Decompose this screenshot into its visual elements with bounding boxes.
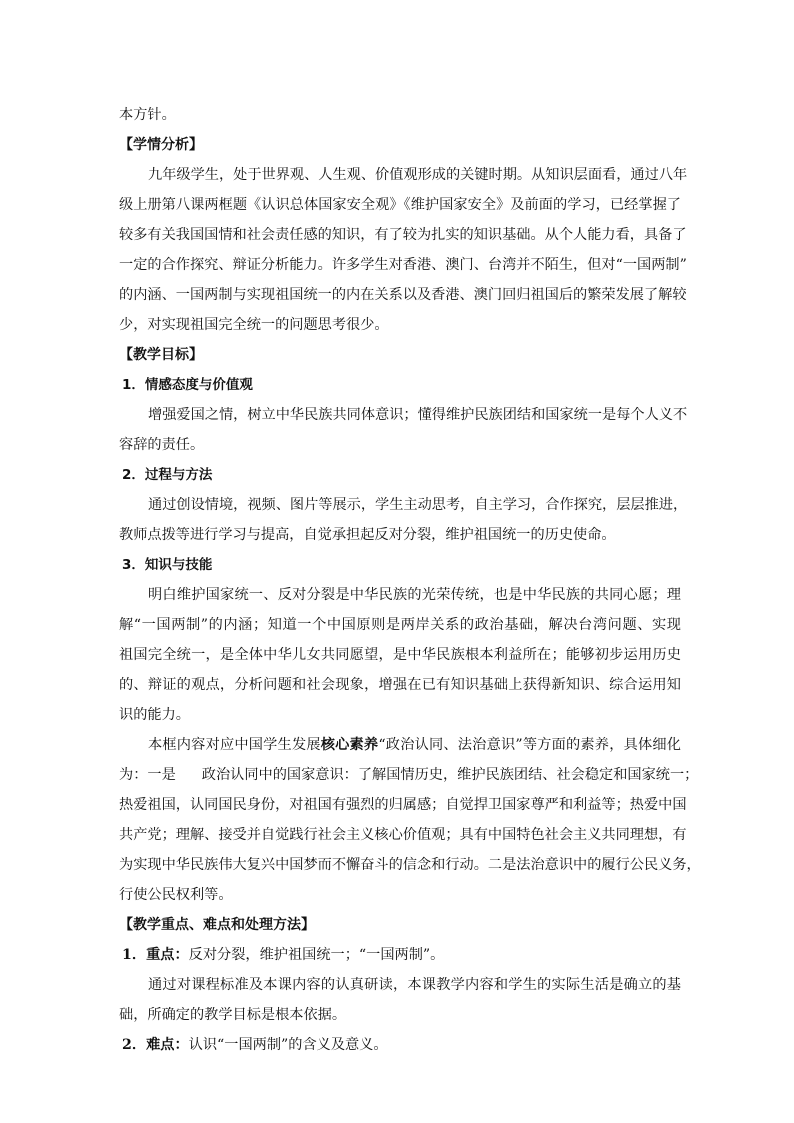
paragraph-line: 较多有关我国国情和社会责任感的知识，有了较为扎实的知识基础。从个人能力看，具备了 [119, 227, 687, 243]
paragraph-line: 行使公民权利等。 [119, 887, 233, 903]
intro-tail-text: 本方针。 [119, 107, 176, 123]
core-literacy-term: 核心素养 [320, 737, 379, 753]
core-literacy-paragraph [119, 730, 701, 910]
goal-1-paragraph [119, 400, 688, 460]
paragraph-line: 明白维护国家统一、反对分裂是中华民族的光荣传统，也是中华民族的共同心愿；理 [148, 587, 681, 603]
paragraph-line: 热爱祖国，认同国民身份，对祖国有强烈的归属感；自觉捍卫国家尊严和利益等；热爱中国 [119, 797, 687, 813]
goal-number: 3． [122, 557, 145, 573]
goal-title: 情感态度与价值观 [144, 377, 253, 393]
goal-number: 2． [122, 467, 145, 483]
core-post-text: “政治认同、法治意识”等方面的素养，具体细化 [378, 737, 681, 753]
core-pre-text: 本框内容对应中国学生发展 [148, 737, 321, 753]
key-number: 1． [122, 947, 147, 963]
paragraph-line [119, 730, 681, 760]
paragraph-line: 解“一国两制”的内涵；知道一个中国原则是两岸关系的政治基础，解决台湾问题、实现 [119, 617, 681, 633]
paragraph-line: 的内涵、一国两制与实现祖国统一的内在关系以及香港、澳门回归祖国后的繁荣发展了解较 [119, 287, 687, 303]
core-line2-rest: 政治认同中的国家意识：了解国情历史，维护民族团结、社会稳定和国家统一； [201, 767, 699, 783]
key-points-heading: 【教学重点、难点和处理方法】 [119, 917, 315, 933]
paragraph-line: 九年级学生，处于世界观、人生观、价值观形成的关键时期。从知识层面看，通过八年 [148, 167, 688, 183]
paragraph-line: 通过对课程标准及本课内容的认真研读，本课教学内容和学生的实际生活是确立的基 [148, 977, 681, 993]
key-text: 反对分裂，维护祖国统一；“一国两制”。 [188, 947, 445, 963]
paragraph-line [119, 760, 699, 790]
goal-title: 知识与技能 [144, 557, 213, 573]
paragraph-line: 共产党；理解、接受并自觉践行社会主义核心价值观；具有中国特色社会主义共同理想，有 [119, 827, 687, 843]
paragraph-line: 祖国完全统一，是全体中华儿女共同愿望，是中华民族根本利益所在；能够初步运用历史 [119, 647, 681, 663]
paragraph-line: 的、辩证的观点，分析问题和社会现象，增强在已有知识基础上获得新知识、综合运用知 [119, 677, 681, 693]
difficult-point-line [119, 1030, 681, 1060]
core-line2-start: 为：一是 [119, 767, 176, 783]
key-point-line [119, 940, 681, 970]
paragraph-line: 一定的合作探究、辩证分析能力。许多学生对香港、澳门、台湾并不陌生，但对“一国两制” [119, 257, 687, 273]
learner-analysis-paragraph [119, 160, 688, 340]
paragraph-line: 级上册第八课两框题《认识总体国家安全观》《维护国家安全》及前面的学习，已经掌握了 [119, 197, 681, 213]
goal-3-paragraph [119, 580, 681, 730]
paragraph-line: 识的能力。 [119, 707, 190, 723]
paragraph-line: 通过创设情境，视频、图片等展示，学生主动思考，自主学习，合作探究，层层推进， [148, 497, 688, 513]
paragraph-line: 容辞的责任。 [119, 437, 205, 453]
paragraph-line: 础，所确定的教学目标是根本依据。 [119, 1007, 347, 1023]
difficult-number: 2． [122, 1037, 147, 1053]
teaching-goals-heading: 【教学目标】 [119, 347, 203, 363]
goal-1-title [119, 370, 681, 400]
paragraph-line: 为实现中华民族伟大复兴中国梦而不懈奋斗的信念和行动。二是法治意识中的履行公民义务， [119, 857, 701, 873]
key-title: 重点： [146, 947, 189, 963]
goal-title: 过程与方法 [144, 467, 213, 483]
goal-3-title [119, 550, 681, 580]
learner-analysis-heading: 【学情分析】 [119, 137, 203, 153]
paragraph-line: 少，对实现祖国完全统一的问题思考很少。 [119, 317, 389, 333]
document-body [119, 100, 701, 1060]
paragraph-line: 教师点拨等进行学习与提高，自觉承担起反对分裂，维护祖国统一的历史使命。 [119, 527, 616, 543]
difficult-title: 难点： [146, 1037, 189, 1053]
key-point-paragraph [119, 970, 681, 1030]
goal-number: 1． [122, 377, 145, 393]
paragraph-line: 增强爱国之情，树立中华民族共同体意识；懂得维护民族团结和国家统一是每个人义不 [148, 407, 688, 423]
goal-2-title [119, 460, 681, 490]
difficult-text: 认识“一国两制”的含义及意义。 [188, 1037, 388, 1053]
goal-2-paragraph [119, 490, 688, 550]
